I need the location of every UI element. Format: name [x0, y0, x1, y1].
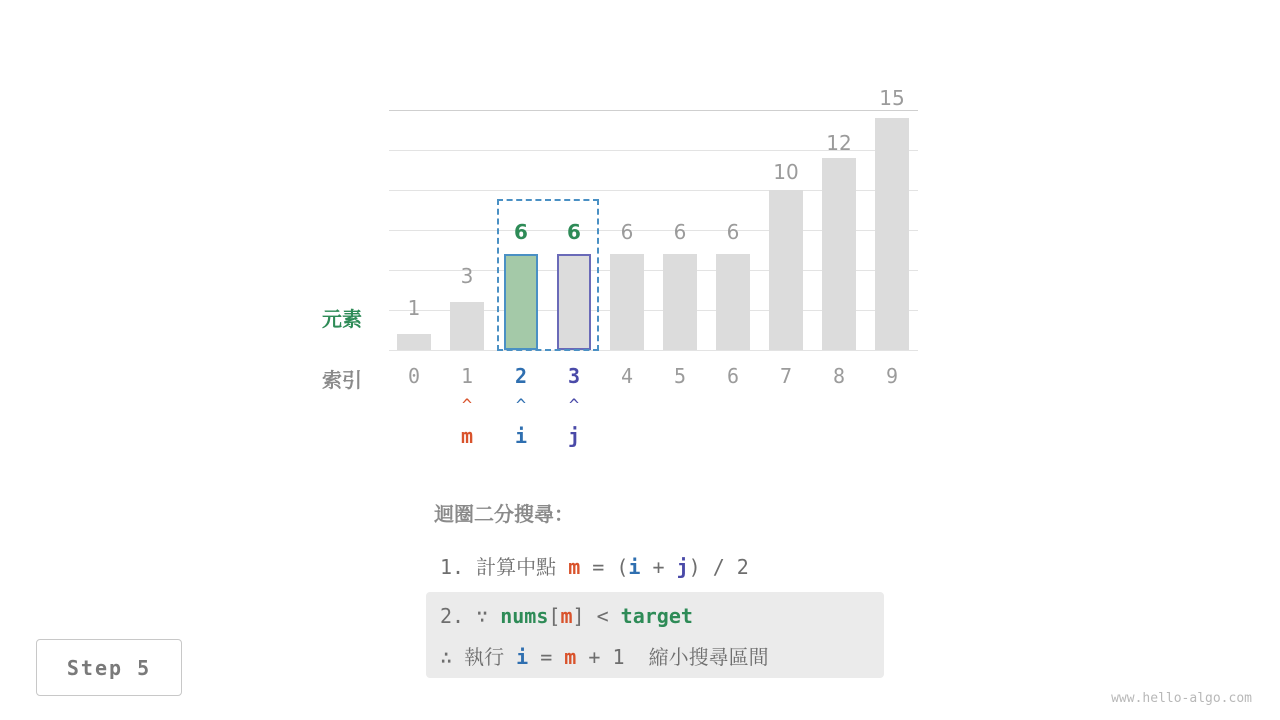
step-2-bracket-close: ] — [572, 604, 585, 628]
index-label-8: 8 — [832, 364, 846, 388]
step-2-m: m — [560, 604, 573, 628]
bar-4 — [610, 254, 644, 350]
index-label-4: 4 — [620, 364, 634, 388]
pointer-caret-j: ^ — [568, 396, 580, 416]
step-1-plus: + — [640, 555, 677, 579]
bar-9 — [875, 118, 909, 350]
bar-value-6: 6 — [726, 220, 740, 244]
step-1-eq: = ( — [580, 555, 629, 579]
bar-7 — [769, 190, 803, 350]
step-1-text — [440, 551, 749, 580]
step-1-before: 計算中點 — [464, 555, 569, 579]
pointer-caret-i: ^ — [515, 396, 527, 416]
bar-value-0: 1 — [407, 296, 421, 320]
bar-8 — [822, 158, 856, 350]
element-axis-label: 元素 — [322, 307, 362, 331]
step-2-assign: = — [528, 645, 565, 669]
step-2-number: 2. — [440, 604, 465, 628]
bar-value-2: 6 — [514, 220, 528, 244]
gridline — [389, 350, 918, 351]
step-2-nums: nums — [500, 604, 549, 628]
bar-value-1: 3 — [460, 264, 474, 288]
step-1-after: ) / 2 — [688, 555, 749, 579]
index-label-9: 9 — [885, 364, 899, 388]
algorithm-caption: 迴圈二分搜尋： — [434, 502, 574, 526]
step-2-m2: m — [564, 645, 577, 669]
step-2-i: i — [516, 645, 529, 669]
pointer-label-j: j — [567, 424, 581, 448]
index-label-1: 1 — [460, 364, 474, 388]
bar-value-9: 15 — [879, 86, 905, 110]
step-1-m: m — [568, 555, 581, 579]
index-label-7: 7 — [779, 364, 793, 388]
watermark: www.hello-algo.com — [1111, 691, 1252, 706]
bar-value-5: 6 — [673, 220, 687, 244]
step-badge: Step 5 — [36, 639, 182, 696]
step-2-plus-one: + 1 縮小搜尋區間 — [576, 645, 769, 669]
bar-value-7: 10 — [773, 160, 799, 184]
step-1-i: i — [628, 555, 641, 579]
index-label-6: 6 — [726, 364, 740, 388]
index-axis-label: 索引 — [322, 368, 362, 392]
index-label-3: 3 — [567, 364, 581, 388]
step-1-j: j — [676, 555, 689, 579]
index-label-2: 2 — [514, 364, 528, 388]
step-2-line-1 — [440, 604, 693, 628]
index-label-0: 0 — [407, 364, 421, 388]
bar-6 — [716, 254, 750, 350]
step-2-bracket-open: [ — [548, 604, 561, 628]
bar-1 — [450, 302, 484, 350]
pointer-caret-m: ^ — [461, 396, 473, 416]
pointer-label-m: m — [460, 424, 474, 448]
step-2-therefore: ∴ 執行 — [440, 645, 517, 669]
step-2-line-2 — [440, 641, 769, 670]
pointer-label-i: i — [514, 424, 528, 448]
step-1-number: 1. — [440, 555, 465, 579]
bar-0 — [397, 334, 431, 350]
bar-value-4: 6 — [620, 220, 634, 244]
step-2-target: target — [620, 604, 693, 628]
step-2-because: ∵ — [464, 604, 501, 628]
index-label-5: 5 — [673, 364, 687, 388]
bar-value-3: 6 — [567, 220, 581, 244]
bar-value-8: 12 — [826, 131, 852, 155]
bar-5 — [663, 254, 697, 350]
step-2-lt: < — [584, 604, 621, 628]
